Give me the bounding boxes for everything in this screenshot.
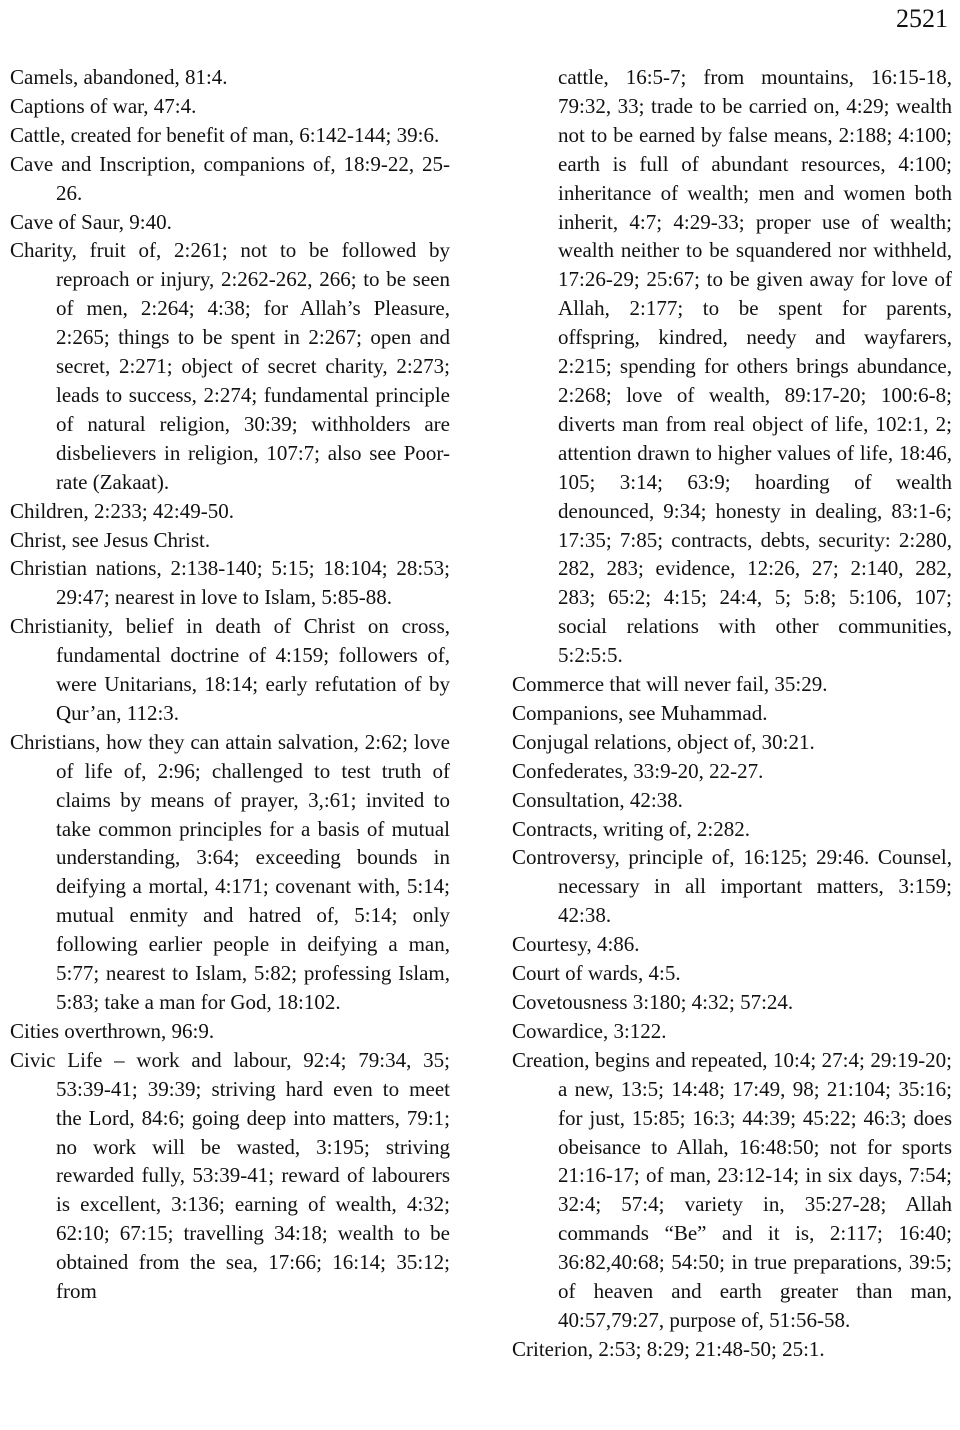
index-entry-continuation: cattle, 16:5-7; from mountains, 16:15-18, 79:32, 33; trade to be carried on, 4:29; wealth not to be earned by false means, 2:188; 4:100; earth is full of abundant resources, 4:100; inheritance of wealth; men and women both inherit, 4:7; 4:29-33; proper use of wealth; wealth neither to be squandered nor withheld, 17:26-29; 25:67; to be given away for love of Allah, 2:177; to be spent for parents, offspring, kindred, needy and wayfarers, 2:215; spending for others brings abundance, 2:268; love of wealth, 89:17-20; 100:6-8; diverts man from real object of life, 102:1, 2; attention drawn to higher values of life, 18:46, 105; 3:14; 63:9; hoarding of wealth denounced, 9:34; honesty in dealing, 83:1-6; 17:35; 7:85; contracts, debts, security: 2:280, 282, 283; evidence, 12:26, 27; 2:140, 282, 283; 65:2; 4:15; 24:4, 5; 5:8; 5:106, 107; social relations with other communities, 5:2:5:5.: [558, 65, 952, 668]
index-entry: Commerce that will never fail, 35:29.: [512, 672, 828, 697]
index-entry: Criterion, 2:53; 8:29; 21:48-50; 25:1.: [512, 1336, 825, 1361]
index-entry: Charity, fruit of, 2:261; not to be followed by reproach or injury, 2:262-262, 266; to be seen of men, 2:264; 4:38; for Allah’s Pleasure, 2:265; things to be spent in 2:267; open and secret, 2:271; object of secret charity, 2:273; leads to success, 2:274; fundamental principle of natural religion, 30:39; withholders are disbelievers in religion, 107:7; also see Poor-rate (Zakaat).: [10, 238, 450, 494]
index-entry: Covetousness 3:180; 4:32; 57:24.: [512, 990, 794, 1014]
index-entry: Civic Life – work and labour, 92:4; 79:34, 35; 53:39-41; 39:39; striving hard even to meet the Lord, 84:6; going deep into matters, 79:1; no work will be wasted, 3:195; striving rewarded fully, 53:39-41; reward of labourers is excellent, 3:136; earning of wealth, 4:32; 62:10; 67:15; travelling 34:18; wealth to be obtained from the sea, 17:66; 16:14; 35:12; from: [10, 1047, 450, 1304]
index-entry: Cave and Inscription, companions of, 18:9-22, 25-26.: [10, 151, 450, 205]
index-entry: Children, 2:233; 42:49-50.: [10, 498, 234, 523]
index-entry: Cave of Saur, 9:40.: [10, 209, 172, 234]
index-entry: Consultation, 42:38.: [512, 787, 683, 812]
index-column-right: [512, 63, 952, 1364]
index-entry: Companions, see Muhammad.: [512, 700, 768, 725]
index-entry: Christian nations, 2:138-140; 5:15; 18:104; 28:53; 29:47; nearest in love to Islam, 5:85-88.: [10, 556, 450, 610]
page-number: 2521: [896, 4, 948, 33]
index-column-left: [10, 63, 450, 1306]
index-entry: Controversy, principle of, 16:125; 29:46. Counsel, necessary in all important matters, 3:159; 42:38.: [512, 845, 952, 928]
index-entry: Courtesy, 4:86.: [512, 932, 640, 957]
index-entry: Christ, see Jesus Christ.: [10, 527, 211, 552]
index-entry: Camels, abandoned, 81:4.: [10, 65, 228, 89]
index-entry: Cattle, created for benefit of man, 6:142-144; 39:6.: [10, 122, 440, 147]
index-entry: Christianity, belief in death of Christ on cross, fundamental doctrine of 4:159; followers of, were Unitarians, 18:14; early refutation of by Qur’an, 112:3.: [10, 614, 450, 725]
index-entry: Creation, begins and repeated, 10:4; 27:4; 29:19-20; a new, 13:5; 14:48; 17:49, 98; 21:104; 35:16; for just, 15:85; 16:3; 44:39; 45:22; 46:3; does obeisance to Allah, 16:48:50; not for sports 21:16-17; of man, 23:12-14; in six days, 7:54; 32:4; 57:4; variety in, 35:27-28; Allah commands “Be” and it is, 2:117; 16:40; 36:82,40:68; 54:50; in true preparations, 39:5; of heaven and earth greater than man, 40:57,79:27, purpose of, 51:56-58.: [512, 1047, 952, 1332]
index-entry: Contracts, writing of, 2:282.: [512, 816, 750, 841]
index-entry: Conjugal relations, object of, 30:21.: [512, 729, 815, 754]
index-entry: Captions of war, 47:4.: [10, 93, 197, 118]
index-entry: Confederates, 33:9-20, 22-27.: [512, 758, 764, 783]
index-entry: Christians, how they can attain salvation, 2:62; love of life of, 2:96; challenged to test truth of claims by means of prayer, 3,:61; invited to take common principles for a basis of mutual understanding, 3:64; exceeding bounds in deifying a mortal, 4:171; covenant with, 5:14; mutual enmity and hatred of, 5:14; only following earlier people in deifying a man, 5:77; nearest to Islam, 5:82; professing Islam, 5:83; take a man for God, 18:102.: [10, 729, 450, 1014]
index-entry: Cities overthrown, 96:9.: [10, 1018, 215, 1043]
index-entry: Court of wards, 4:5.: [512, 961, 681, 986]
index-entry: Cowardice, 3:122.: [512, 1018, 667, 1043]
